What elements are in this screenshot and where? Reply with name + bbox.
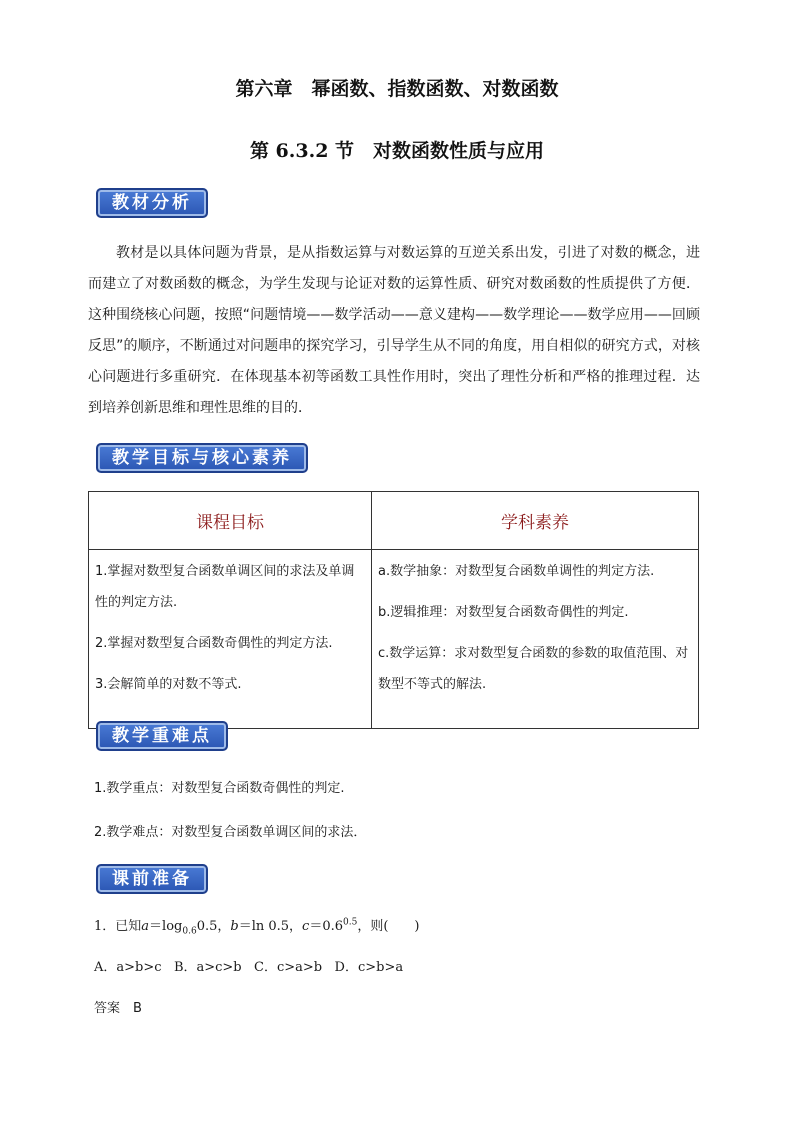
literacy-cell [372, 550, 699, 729]
course-goal-item: 1.掌握对数型复合函数单调区间的求法及单调性的判定方法. [95, 564, 355, 610]
var-a: a [141, 919, 150, 934]
difficult-point-line: 2.教学难点：对数型复合函数单调区间的求法． [94, 825, 367, 840]
var-b: b [230, 919, 239, 934]
option-b: B．a>c>b [173, 960, 242, 975]
keypoints-section-badge: 教学重难点 [96, 721, 228, 751]
goals-table [88, 491, 699, 729]
analysis-section-badge: 教材分析 [96, 188, 208, 218]
literacy-item: b.逻辑推理：对数型复合函数奇偶性的判定. [378, 605, 629, 620]
course-goal-item: 2.掌握对数型复合函数奇偶性的判定方法. [95, 636, 333, 651]
course-goals-header: 课程目标 [89, 492, 372, 550]
literacy-header: 学科素养 [372, 492, 699, 550]
option-a: A．a>b>c [94, 960, 162, 975]
a-expression: ＝log [149, 919, 183, 934]
question-1 [94, 915, 420, 937]
question-prefix: 1．已知 [94, 919, 142, 934]
analysis-paragraph: 教材是以具体问题为背景，是从指数运算与对数运算的互逆关系出发，引进了对数的概念，进而建立了对数函数的概念，为学生发现与论证对数的运算性质、研究对数函数的性质提供了方便．这种围绕核心问题，按照“问题情境——数学活动——意义建构——数学理论——数学应用——回顾反思”的顺序，不断通过对问题串的探究学习，引导学生从不同的角度，用自相似的研究方式，对核心问题进行多重研究．在体现基本初等函数工具性作用时，突出了理性分析和严格的推理过程．达到培养创新思维和理性思维的目的． [88, 245, 700, 416]
log-argument: 0.5， [196, 919, 231, 934]
goals-table-header-row [89, 492, 699, 550]
course-goal-item: 3.会解简单的对数不等式. [95, 677, 242, 692]
prep-section-badge: 课前准备 [96, 864, 208, 894]
course-goals-cell [89, 550, 372, 729]
c-exponent: 0.5 [343, 917, 358, 928]
answer-line: 答案 B [94, 1001, 142, 1016]
answer-options [94, 956, 403, 975]
literacy-item: a.数学抽象：对数型复合函数单调性的判定方法. [378, 564, 655, 579]
section-title: 第 6.3.2 节 对数函数性质与应用 [249, 140, 545, 162]
chapter-title: 第六章 幂函数、指数函数、对数函数 [235, 78, 559, 100]
key-point-line: 1.教学重点：对数型复合函数奇偶性的判定. [94, 781, 345, 796]
c-expression: ＝0.6 [309, 919, 344, 934]
goals-table-row [89, 550, 699, 729]
log-base: 0.6 [182, 926, 197, 937]
var-c: c [302, 919, 310, 934]
goals-section-badge: 教学目标与核心素养 [96, 443, 308, 473]
question-suffix: ，则( ) [357, 919, 420, 934]
literacy-item: c.数学运算：求对数型复合函数的参数的取值范围、对数型不等式的解法. [378, 646, 689, 692]
option-c: C．c>a>b [254, 960, 323, 975]
option-d: D．c>b>a [334, 960, 404, 975]
b-expression: ＝ln 0.5， [238, 919, 303, 934]
